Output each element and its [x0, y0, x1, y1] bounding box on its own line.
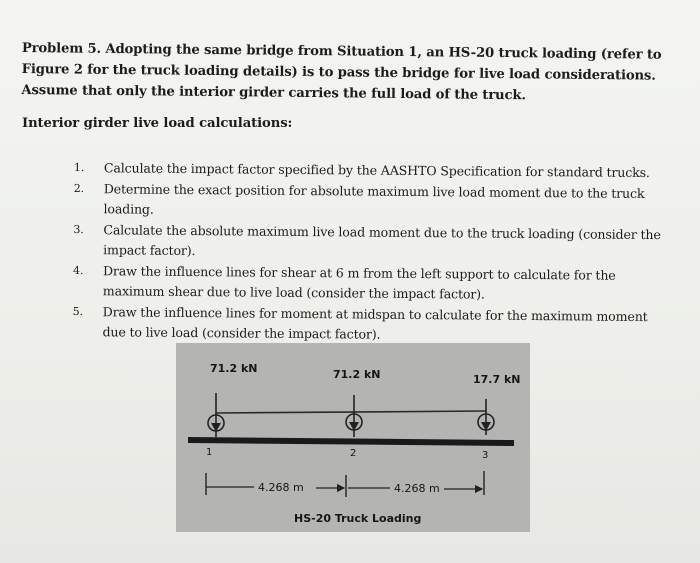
list-number: 4. [72, 263, 84, 277]
axle-label-3: 3 [482, 450, 489, 461]
list-text: Determine the exact position for absolute maximum live load moment due to the truck loading. [103, 180, 645, 217]
list-number: 3. [73, 222, 84, 236]
list-item [73, 178, 673, 224]
list-text: Calculate the absolute maximum live load moment due to the truck loading (consider the impact factor). [103, 221, 661, 259]
list-number: 2. [73, 181, 84, 195]
axle-label-2: 2 [350, 448, 357, 459]
list-text: Draw the influence lines for moment at midspan to calculate for the maximum moment due to live load (consider the impact factor). [102, 303, 648, 342]
truck-loading-figure [176, 343, 530, 532]
list-item [72, 301, 672, 347]
load-label-3: 17.7 kN [473, 373, 521, 386]
list-number: 1. [73, 160, 85, 175]
task-list [72, 158, 674, 348]
truck-loading-diagram [176, 343, 530, 532]
spacing-label-1: 4.268 m [258, 481, 304, 494]
wheel-load-icon [208, 393, 224, 437]
bridge-beam [188, 437, 514, 446]
list-item [73, 260, 673, 306]
figure-caption: HS-20 Truck Loading [294, 512, 422, 525]
wheel-load-icon [478, 399, 494, 435]
truck-chassis-line [216, 411, 486, 413]
list-text: Draw the influence lines for shear at 6 m from the left support to calculate for the maximum shear due to live load (consider the impact factor). [102, 262, 616, 302]
section-title: Interior girder live load calculations: [22, 116, 293, 131]
list-item [73, 219, 673, 265]
problem-statement [21, 38, 682, 108]
load-label-2: 71.2 kN [333, 368, 381, 381]
list-number: 5. [72, 304, 83, 318]
wheel-load-icon [346, 395, 362, 437]
problem-text: Problem 5. Adopting the same bridge from Situation 1, an HS-20 truck loading (refer to Figure 2 for the truck loading details) is to pass the bridge for live load considerations. Assume that only the interior girder carries the full load of the truck. [21, 40, 662, 104]
spacing-label-2: 4.268 m [394, 482, 440, 495]
axle-label-1: 1 [206, 447, 213, 458]
list-text: Calculate the impact factor specified by the AASHTO Specification for standard trucks. [103, 160, 650, 181]
load-label-1: 71.2 kN [210, 362, 258, 375]
